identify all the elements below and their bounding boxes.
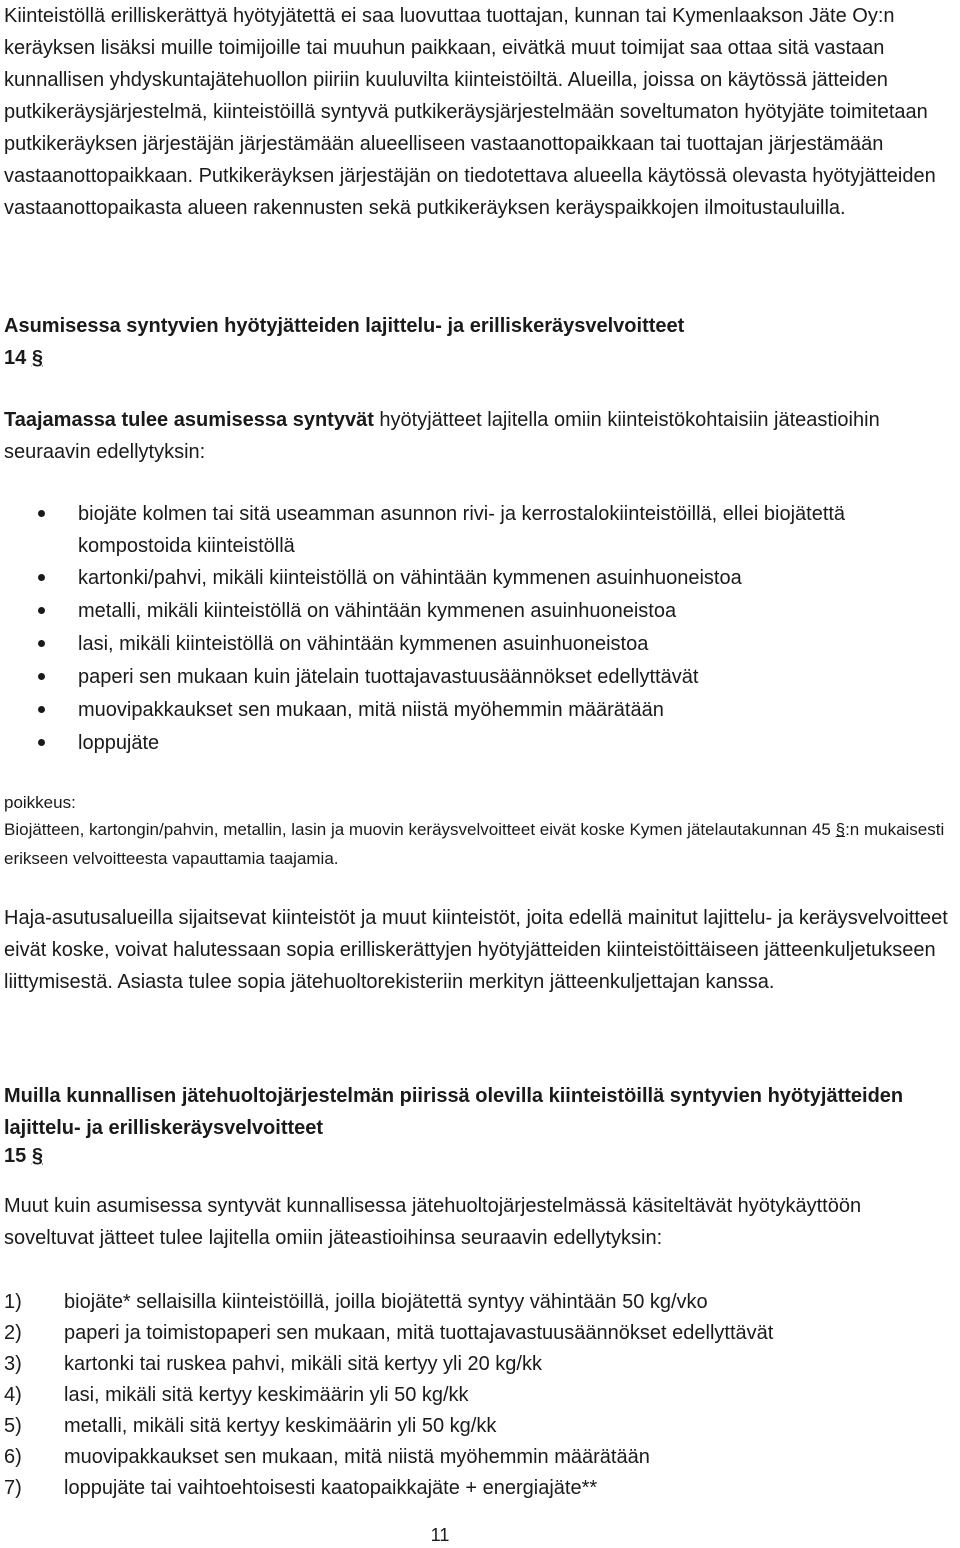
bullet-dot <box>38 739 45 746</box>
section-sign: § <box>31 1145 43 1167</box>
list-number: 3) <box>4 1353 22 1375</box>
list-item: biojäte* sellaisilla kiinteistöillä, joilla biojätettä syntyy vähintään 50 kg/vko <box>64 1291 708 1313</box>
page-number: 11 <box>430 1525 450 1545</box>
section-number: 15 <box>4 1145 27 1167</box>
exception-text <box>4 815 954 873</box>
list-number: 1) <box>4 1291 22 1313</box>
section-14-lead <box>4 404 954 468</box>
bullet-dot <box>38 607 45 614</box>
section-14-lead-bold: Taajamassa tulee asumisessa syntyvät <box>4 409 374 431</box>
intro-sentence-1: Kiinteistöllä erilliskerättyä hyötyjätettä ei saa luovuttaa tuottajan, kunnan tai Kymenlaakson Jäte Oy:n keräyksen lisäksi muille toimijoille tai muuhun paikkaan, eivätkä muut toimijat saa ottaa sitä vastaan kunnallisen yhdyskuntajätehuollon piiriin kuuluvilta kiinteistöiltä. <box>4 5 895 91</box>
list-item: kartonki/pahvi, mikäli kiinteistöllä on vähintään kymmenen asuinhuoneistoa <box>78 567 742 589</box>
section-sign: § <box>835 820 846 839</box>
list-item: paperi sen mukaan kuin jätelain tuottajavastuusäännökset edellyttävät <box>78 666 699 688</box>
list-item: metalli, mikäli kiinteistöllä on vähintään kymmenen asuinhuoneistoa <box>78 600 677 622</box>
list-item: muovipakkaukset sen mukaan, mitä niistä myöhemmin määrätään <box>64 1446 650 1468</box>
list-item: biojäte kolmen tai sitä useamman asunnon rivi- ja kerrostalokiinteistöillä, ellei biojätettä kompostoida kiinteistöllä <box>78 503 846 557</box>
list-number: 5) <box>4 1415 22 1437</box>
list-number: 7) <box>4 1477 22 1499</box>
list-number: 6) <box>4 1446 22 1468</box>
list-item: paperi ja toimistopaperi sen mukaan, mitä tuottajavastuusäännökset edellyttävät <box>64 1322 774 1344</box>
list-item: muovipakkaukset sen mukaan, mitä niistä myöhemmin määrätään <box>78 699 664 721</box>
bullet-dot <box>38 706 45 713</box>
bullet-dot <box>38 673 45 680</box>
section-15-heading: Muilla kunnallisen jätehuoltojärjestelmän piirissä olevilla kiinteistöillä syntyvien hyötyjätteiden lajittelu- ja erilliskeräysvelvoitteet <box>4 1085 904 1139</box>
section-14-lead-rest: hyötyjätteet lajitella omiin kiinteistökohtaisiin jäteastioihin seuraavin edellytyksin: <box>4 409 880 463</box>
intro-sentence-2: Alueilla, joissa on käytössä jätteiden putkikeräysjärjestelmä, kiinteistöillä syntyvä putkikeräysjärjestelmään soveltumaton hyötyjäte toimitetaan putkikeräyksen järjestäjän järjestämään alueelliseen vastaanottopaikkaan tai tuottajan järjestämään vastaanottopaikkaan. <box>4 69 928 187</box>
list-item: lasi, mikäli sitä kertyy keskimäärin yli 50 kg/kk <box>64 1384 469 1406</box>
list-item: lasi, mikäli kiinteistöllä on vähintään kymmenen asuinhuoneistoa <box>78 633 649 655</box>
exception-text-part-2: :n mukaisesti erikseen velvoitteesta vapauttamia taajamia. <box>4 820 945 868</box>
section-14-number <box>4 342 954 374</box>
list-item: kartonki tai ruskea pahvi, mikäli sitä kertyy yli 20 kg/kk <box>64 1353 542 1375</box>
exception-text-part-1: Biojätteen, kartongin/pahvin, metallin, lasin ja muovin keräysvelvoitteet eivät koske Kymen jätelautakunnan 45 <box>4 820 831 839</box>
bullet-dot <box>38 640 45 647</box>
section-number: 14 <box>4 347 27 369</box>
bullet-dot <box>38 574 45 581</box>
section-14-heading: Asumisessa syntyvien hyötyjätteiden lajittelu- ja erilliskeräysvelvoitteet <box>4 315 685 337</box>
list-item: loppujäte tai vaihtoehtoisesti kaatopaikkajäte + energiajäte** <box>64 1477 598 1499</box>
section-15-number <box>4 1140 954 1172</box>
intro-sentence-3: Putkikeräyksen järjestäjän on tiedotettava alueella käytössä olevasta hyötyjätteiden vastaanottopaikasta alueen rakennusten sekä putkikeräyksen keräyspaikkojen ilmoitustauluilla. <box>4 165 936 219</box>
section-15-lead: Muut kuin asumisessa syntyvät kunnallisessa jätehuoltojärjestelmässä käsiteltävät hyötykäyttöön soveltuvat jätteet tulee lajitella omiin jäteastioihinsa seuraavin edellytyksin: <box>4 1195 862 1249</box>
bullet-dot <box>38 510 45 517</box>
list-number: 4) <box>4 1384 22 1406</box>
list-item: loppujäte <box>78 732 160 754</box>
list-number: 2) <box>4 1322 22 1344</box>
rural-paragraph: Haja-asutusalueilla sijaitsevat kiinteistöt ja muut kiinteistöt, joita edellä mainitut lajittelu- ja keräysvelvoitteet eivät koske, voivat halutessaan sopia erilliskerättyjen hyötyjätteiden kiinteistöittäiseen jätteenkuljetukseen liittymisestä. Asiasta tulee sopia jätehuoltorekisteriin merkityn jätteenkuljettajan kanssa. <box>4 907 948 993</box>
list-item: metalli, mikäli sitä kertyy keskimäärin yli 50 kg/kk <box>64 1415 497 1437</box>
section-sign: § <box>31 347 43 369</box>
exception-label: poikkeus: <box>4 793 76 812</box>
intro-paragraph <box>4 0 954 224</box>
